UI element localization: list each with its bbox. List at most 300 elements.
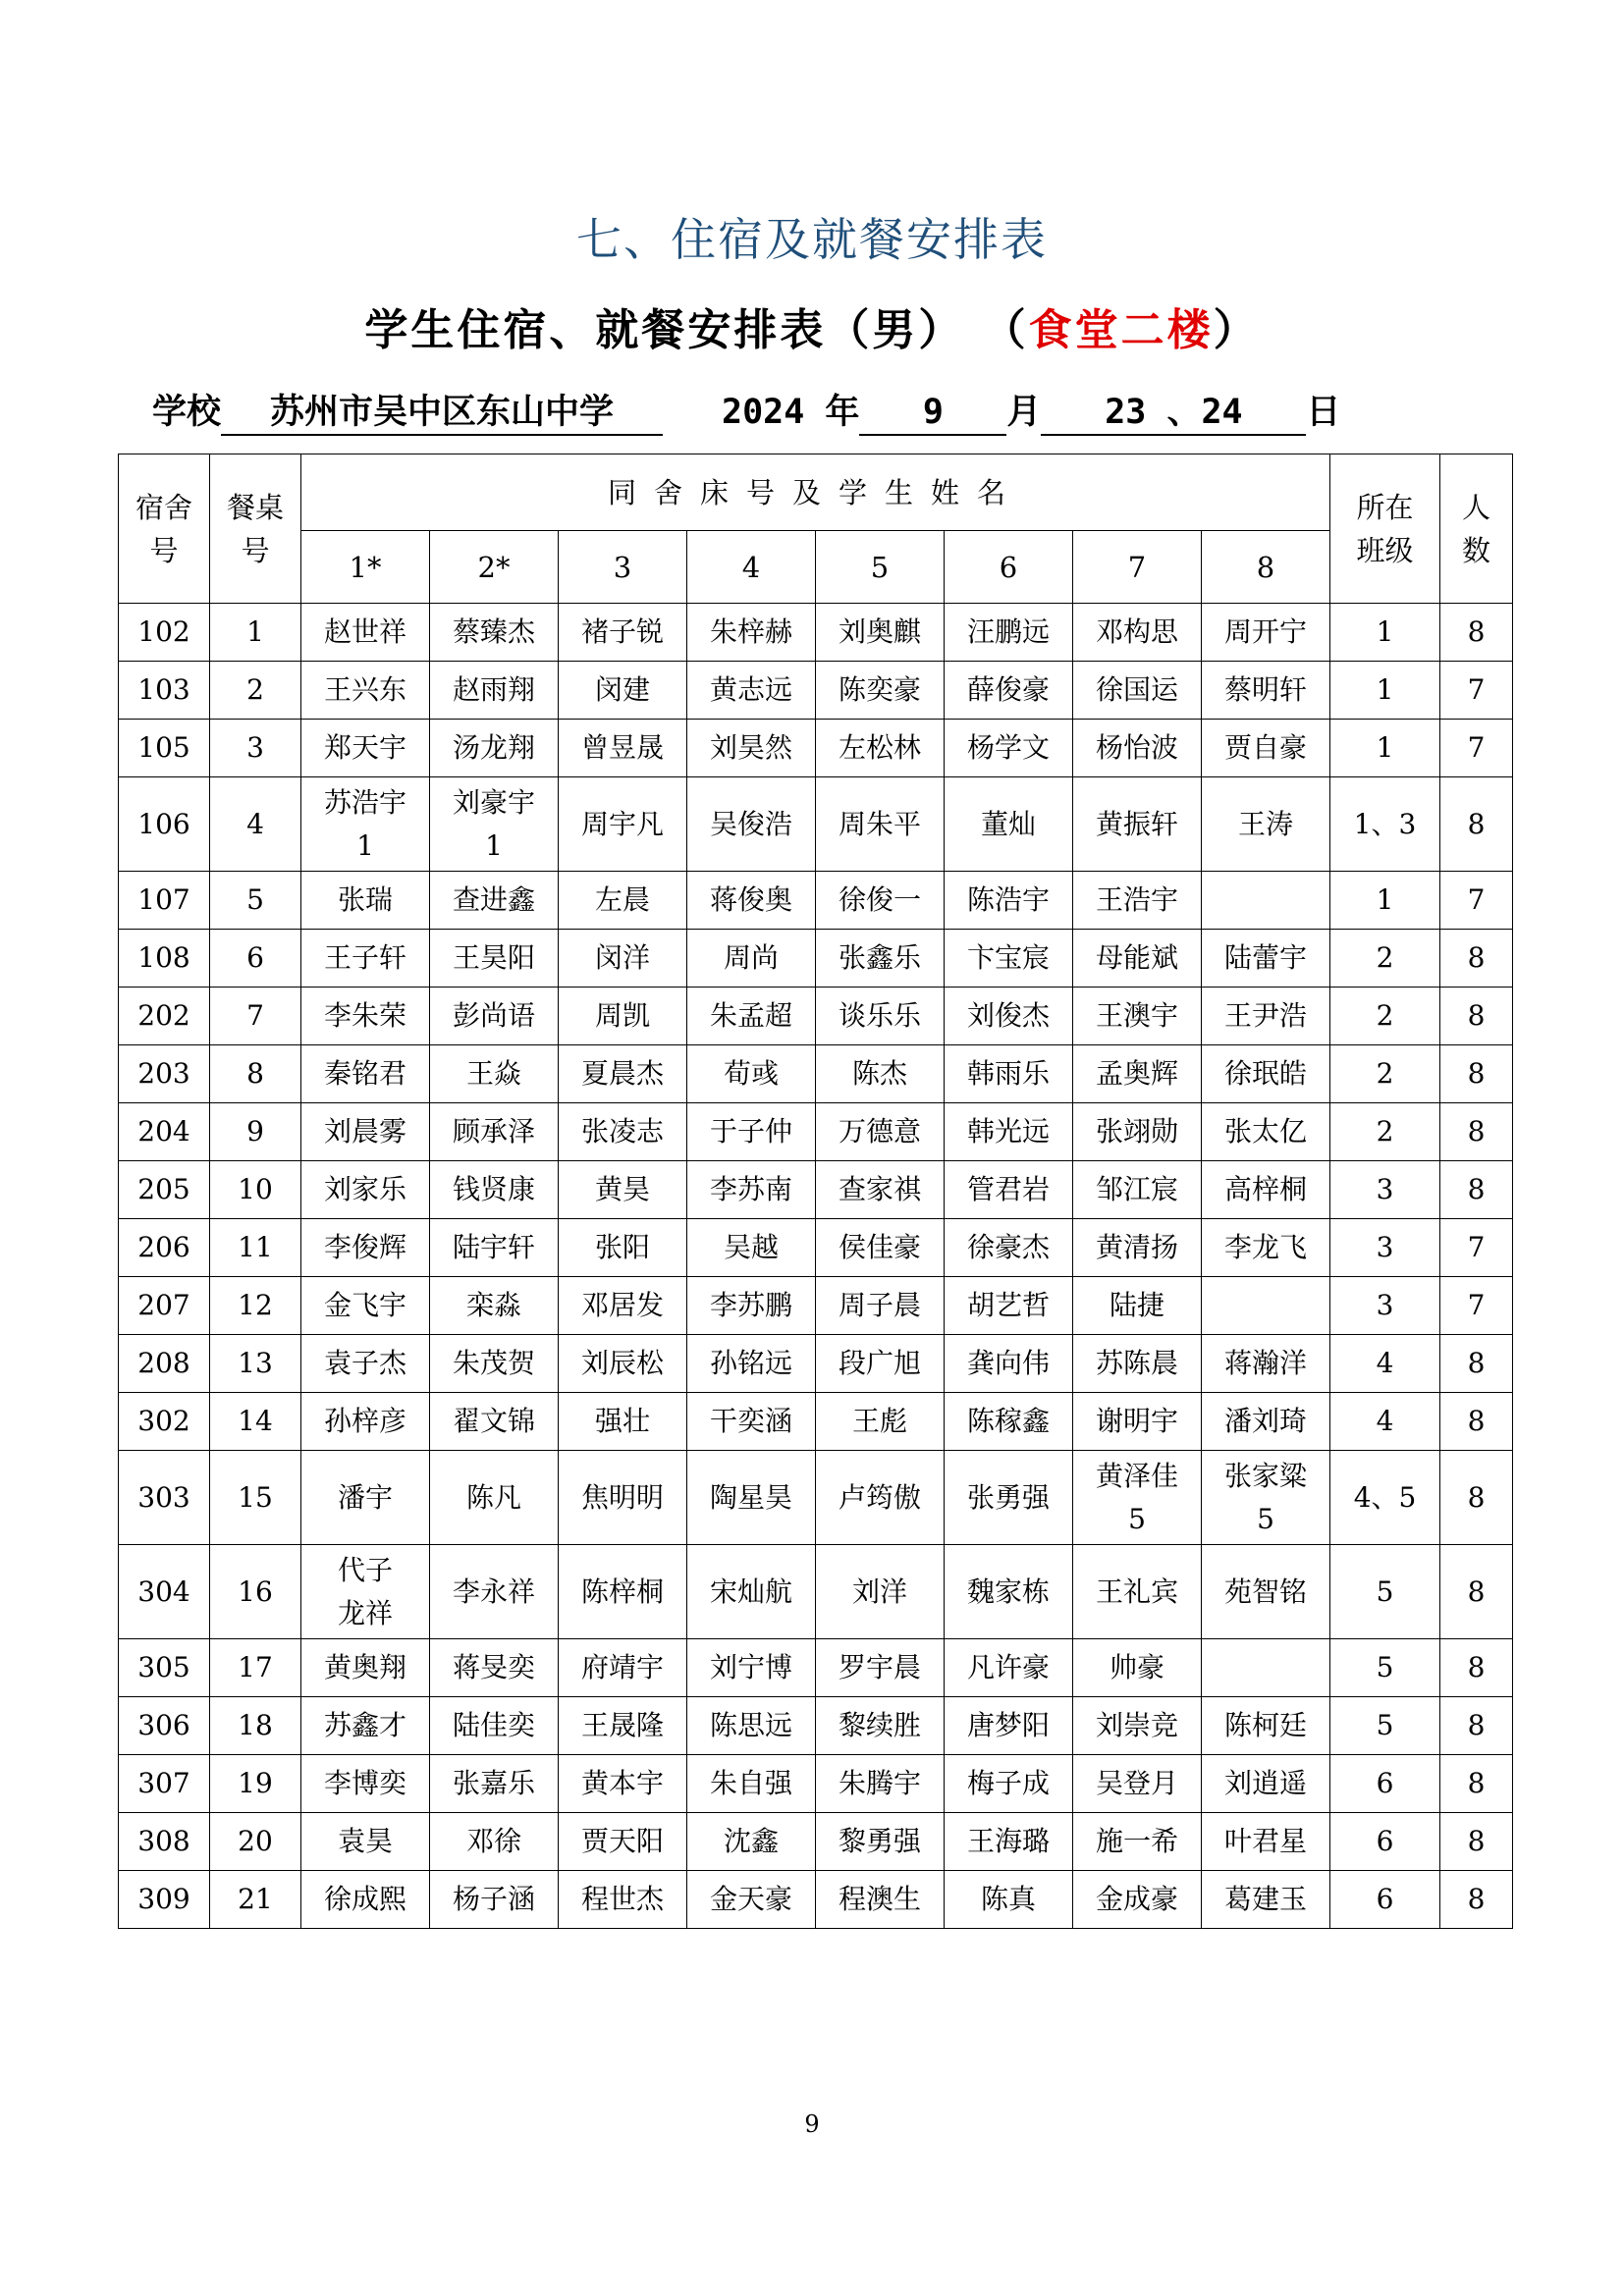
student-name-line: 1 xyxy=(356,828,374,862)
table-row xyxy=(119,930,1513,988)
student-name-line: 苏浩宇 xyxy=(323,785,406,819)
school-date-line xyxy=(152,385,1340,436)
table-number: 17 xyxy=(210,1639,301,1697)
dorm-number: 203 xyxy=(119,1045,210,1103)
student-name: 焦明明 xyxy=(559,1451,687,1545)
student-name: 贾自豪 xyxy=(1202,720,1330,777)
student-name: 卞宝宸 xyxy=(945,930,1073,988)
dorm-number: 308 xyxy=(119,1813,210,1871)
student-name: 李永祥 xyxy=(430,1545,559,1639)
table-number: 15 xyxy=(210,1451,301,1545)
student-name: 陈真 xyxy=(945,1871,1073,1929)
student-name: 王晟隆 xyxy=(559,1697,687,1755)
student-name: 曾昱晟 xyxy=(559,720,687,777)
student-name: 苏陈晨 xyxy=(1073,1335,1202,1393)
year-label: 年 xyxy=(825,393,860,432)
student-name: 荀彧 xyxy=(687,1045,816,1103)
student-name xyxy=(430,777,559,872)
bed-header: 1* xyxy=(301,531,430,604)
table-row xyxy=(119,720,1513,777)
dorm-number: 106 xyxy=(119,777,210,872)
table-number: 18 xyxy=(210,1697,301,1755)
table-row xyxy=(119,1639,1513,1697)
student-name: 吴登月 xyxy=(1073,1755,1202,1813)
student-name: 李朱荣 xyxy=(301,988,430,1045)
student-name: 高梓桐 xyxy=(1202,1161,1330,1219)
student-name: 邓居发 xyxy=(559,1277,687,1335)
student-name: 张阳 xyxy=(559,1219,687,1277)
student-name: 邓构思 xyxy=(1073,604,1202,662)
student-name: 徐成熙 xyxy=(301,1871,430,1929)
student-name: 陈稼鑫 xyxy=(945,1393,1073,1451)
student-name: 朱茂贺 xyxy=(430,1335,559,1393)
student-name: 宋灿航 xyxy=(687,1545,816,1639)
student-name: 王澳宇 xyxy=(1073,988,1202,1045)
student-name: 陆宇轩 xyxy=(430,1219,559,1277)
year: 2024 xyxy=(722,393,805,432)
student-name: 母能斌 xyxy=(1073,930,1202,988)
class-number: 1 xyxy=(1330,662,1440,720)
student-name: 翟文锦 xyxy=(430,1393,559,1451)
table-number: 6 xyxy=(210,930,301,988)
student-name: 陈思远 xyxy=(687,1697,816,1755)
table-number: 19 xyxy=(210,1755,301,1813)
dorm-number: 309 xyxy=(119,1871,210,1929)
class-number: 6 xyxy=(1330,1813,1440,1871)
class-number: 5 xyxy=(1330,1697,1440,1755)
student-count: 8 xyxy=(1440,1393,1513,1451)
student-name: 查进鑫 xyxy=(430,872,559,930)
student-name: 苏鑫才 xyxy=(301,1697,430,1755)
student-name: 刘晨雾 xyxy=(301,1103,430,1161)
student-name: 李苏鹏 xyxy=(687,1277,816,1335)
student-name: 吴越 xyxy=(687,1219,816,1277)
table-row xyxy=(119,1697,1513,1755)
table-row xyxy=(119,988,1513,1045)
student-count: 8 xyxy=(1440,1697,1513,1755)
student-name: 刘崇竞 xyxy=(1073,1697,1202,1755)
student-name: 蔡臻杰 xyxy=(430,604,559,662)
student-name: 周尚 xyxy=(687,930,816,988)
student-name xyxy=(1202,1451,1330,1545)
student-name: 张嘉乐 xyxy=(430,1755,559,1813)
class-number: 3 xyxy=(1330,1277,1440,1335)
student-name: 孙铭远 xyxy=(687,1335,816,1393)
table-number: 7 xyxy=(210,988,301,1045)
class-number: 1 xyxy=(1330,720,1440,777)
student-name: 王涛 xyxy=(1202,777,1330,872)
student-name: 程澳生 xyxy=(816,1871,945,1929)
location-open: （ xyxy=(982,305,1029,355)
student-name: 张凌志 xyxy=(559,1103,687,1161)
student-name: 黄清扬 xyxy=(1073,1219,1202,1277)
student-name: 帅豪 xyxy=(1073,1639,1202,1697)
sheet-title xyxy=(0,294,1624,357)
bed-header: 4 xyxy=(687,531,816,604)
class-number: 3 xyxy=(1330,1161,1440,1219)
student-name: 王子轩 xyxy=(301,930,430,988)
student-name: 贾天阳 xyxy=(559,1813,687,1871)
student-count: 7 xyxy=(1440,1277,1513,1335)
student-name: 凡许豪 xyxy=(945,1639,1073,1697)
table-number: 11 xyxy=(210,1219,301,1277)
student-name: 薛俊豪 xyxy=(945,662,1073,720)
student-name: 段广旭 xyxy=(816,1335,945,1393)
student-name: 刘逍遥 xyxy=(1202,1755,1330,1813)
section-title: 七、住宿及就餐安排表 xyxy=(576,213,1048,266)
table-number: 20 xyxy=(210,1813,301,1871)
dorm-number: 305 xyxy=(119,1639,210,1697)
class-number: 1 xyxy=(1330,872,1440,930)
student-name: 彭尚语 xyxy=(430,988,559,1045)
student-name: 刘昊然 xyxy=(687,720,816,777)
student-name: 吴俊浩 xyxy=(687,777,816,872)
student-name: 夏晨杰 xyxy=(559,1045,687,1103)
dorm-number: 103 xyxy=(119,662,210,720)
table-number: 3 xyxy=(210,720,301,777)
student-name: 干奕涵 xyxy=(687,1393,816,1451)
student-name: 黄本宇 xyxy=(559,1755,687,1813)
table-row xyxy=(119,1755,1513,1813)
student-name: 周凯 xyxy=(559,988,687,1045)
table-number: 21 xyxy=(210,1871,301,1929)
student-name: 李俊辉 xyxy=(301,1219,430,1277)
student-name: 陈杰 xyxy=(816,1045,945,1103)
class-number: 1、3 xyxy=(1330,777,1440,872)
student-name: 王尹浩 xyxy=(1202,988,1330,1045)
student-name xyxy=(301,1545,430,1639)
sheet-title-main: 学生住宿、就餐安排表（男） xyxy=(364,305,965,355)
dorm-number: 206 xyxy=(119,1219,210,1277)
table-number: 1 xyxy=(210,604,301,662)
student-name: 金成豪 xyxy=(1073,1871,1202,1929)
student-name: 钱贤康 xyxy=(430,1161,559,1219)
student-name: 董灿 xyxy=(945,777,1073,872)
student-name: 蒋旻奕 xyxy=(430,1639,559,1697)
student-name: 周宇凡 xyxy=(559,777,687,872)
student-name: 于子仲 xyxy=(687,1103,816,1161)
class-number: 1 xyxy=(1330,604,1440,662)
header-dorm: 宿舍 号 xyxy=(119,454,210,604)
student-name: 周开宁 xyxy=(1202,604,1330,662)
student-name: 罗宇晨 xyxy=(816,1639,945,1697)
student-name: 王浩宇 xyxy=(1073,872,1202,930)
student-name: 唐梦阳 xyxy=(945,1697,1073,1755)
student-name xyxy=(301,777,430,872)
student-name: 黄振轩 xyxy=(1073,777,1202,872)
student-count: 8 xyxy=(1440,777,1513,872)
student-name: 朱自强 xyxy=(687,1755,816,1813)
table-number: 2 xyxy=(210,662,301,720)
table-number: 4 xyxy=(210,777,301,872)
student-name: 卢筠傲 xyxy=(816,1451,945,1545)
student-name: 周子晨 xyxy=(816,1277,945,1335)
student-name: 强壮 xyxy=(559,1393,687,1451)
table-row xyxy=(119,1277,1513,1335)
dining-location: 食堂二楼 xyxy=(1028,305,1214,355)
day-label: 日 xyxy=(1306,393,1341,432)
student-name xyxy=(1073,1451,1202,1545)
student-count: 8 xyxy=(1440,1103,1513,1161)
student-name: 韩光远 xyxy=(945,1103,1073,1161)
student-name: 朱梓赫 xyxy=(687,604,816,662)
table-row xyxy=(119,777,1513,872)
school-label: 学校 xyxy=(152,393,222,432)
student-name: 蔡明轩 xyxy=(1202,662,1330,720)
header-roommates: 同舍床号及学生姓名 xyxy=(301,454,1330,531)
student-count: 8 xyxy=(1440,604,1513,662)
student-name: 赵世祥 xyxy=(301,604,430,662)
class-number: 2 xyxy=(1330,1103,1440,1161)
student-name: 陆佳奕 xyxy=(430,1697,559,1755)
table-row xyxy=(119,1871,1513,1929)
student-name: 王礼宾 xyxy=(1073,1545,1202,1639)
student-count: 8 xyxy=(1440,988,1513,1045)
student-name: 施一希 xyxy=(1073,1813,1202,1871)
dorm-number: 102 xyxy=(119,604,210,662)
student-count: 7 xyxy=(1440,1219,1513,1277)
class-number: 3 xyxy=(1330,1219,1440,1277)
student-name-line: 张家粱 xyxy=(1224,1459,1308,1492)
student-count: 8 xyxy=(1440,930,1513,988)
bed-header: 6 xyxy=(945,531,1073,604)
student-name: 程世杰 xyxy=(559,1871,687,1929)
student-name: 顾承泽 xyxy=(430,1103,559,1161)
student-name: 邓徐 xyxy=(430,1813,559,1871)
student-name: 汪鹏远 xyxy=(945,604,1073,662)
student-name: 陈浩宇 xyxy=(945,872,1073,930)
class-number: 6 xyxy=(1330,1871,1440,1929)
student-name: 袁昊 xyxy=(301,1813,430,1871)
class-number: 5 xyxy=(1330,1639,1440,1697)
student-name: 苑智铭 xyxy=(1202,1545,1330,1639)
student-name: 闵建 xyxy=(559,662,687,720)
dorm-number: 302 xyxy=(119,1393,210,1451)
student-name: 邹江宸 xyxy=(1073,1161,1202,1219)
header-count: 人 数 xyxy=(1440,454,1513,604)
student-name: 王昊阳 xyxy=(430,930,559,988)
student-name: 府靖宇 xyxy=(559,1639,687,1697)
student-name-line: 5 xyxy=(1128,1502,1146,1535)
table-body xyxy=(119,604,1513,1929)
class-number: 2 xyxy=(1330,930,1440,988)
student-name: 陈奕豪 xyxy=(816,662,945,720)
student-name: 刘辰松 xyxy=(559,1335,687,1393)
student-name: 刘奥麒 xyxy=(816,604,945,662)
student-name: 叶君星 xyxy=(1202,1813,1330,1871)
student-name: 徐珉皓 xyxy=(1202,1045,1330,1103)
table-row xyxy=(119,1335,1513,1393)
table-row xyxy=(119,1451,1513,1545)
student-count: 8 xyxy=(1440,1755,1513,1813)
student-name xyxy=(1202,1639,1330,1697)
student-name: 朱腾宇 xyxy=(816,1755,945,1813)
table-number: 16 xyxy=(210,1545,301,1639)
student-name: 黎续胜 xyxy=(816,1697,945,1755)
table-row xyxy=(119,1045,1513,1103)
student-count: 7 xyxy=(1440,872,1513,930)
table-number: 8 xyxy=(210,1045,301,1103)
header-table-no: 餐桌 号 xyxy=(210,454,301,604)
page-number: 9 xyxy=(804,2110,820,2138)
student-name: 陆蕾宇 xyxy=(1202,930,1330,988)
student-name: 孙梓彦 xyxy=(301,1393,430,1451)
student-name: 谢明宇 xyxy=(1073,1393,1202,1451)
student-name: 李博奕 xyxy=(301,1755,430,1813)
student-name: 万德意 xyxy=(816,1103,945,1161)
student-count: 8 xyxy=(1440,1335,1513,1393)
student-name: 金天豪 xyxy=(687,1871,816,1929)
student-name: 沈鑫 xyxy=(687,1813,816,1871)
location-close: ） xyxy=(1213,305,1260,355)
student-name: 袁子杰 xyxy=(301,1335,430,1393)
student-name-line: 龙祥 xyxy=(337,1596,393,1629)
student-name: 左松林 xyxy=(816,720,945,777)
student-name: 郑天宇 xyxy=(301,720,430,777)
bed-header: 7 xyxy=(1073,531,1202,604)
student-name: 李龙飞 xyxy=(1202,1219,1330,1277)
student-name-line: 黄泽佳 xyxy=(1095,1459,1178,1492)
table-number: 14 xyxy=(210,1393,301,1451)
dormitory-table xyxy=(118,454,1513,1929)
student-name: 陶星昊 xyxy=(687,1451,816,1545)
student-count: 8 xyxy=(1440,1639,1513,1697)
table-number: 5 xyxy=(210,872,301,930)
dorm-number: 204 xyxy=(119,1103,210,1161)
table-row xyxy=(119,662,1513,720)
student-name: 刘家乐 xyxy=(301,1161,430,1219)
bed-header: 8 xyxy=(1202,531,1330,604)
table-row xyxy=(119,1103,1513,1161)
student-name: 黎勇强 xyxy=(816,1813,945,1871)
student-name: 褚子锐 xyxy=(559,604,687,662)
class-number: 4 xyxy=(1330,1335,1440,1393)
dorm-number: 105 xyxy=(119,720,210,777)
student-name xyxy=(1202,872,1330,930)
student-name: 王兴东 xyxy=(301,662,430,720)
dorm-number: 307 xyxy=(119,1755,210,1813)
class-number: 5 xyxy=(1330,1545,1440,1639)
table-row xyxy=(119,1813,1513,1871)
student-name: 黄昊 xyxy=(559,1161,687,1219)
table-row xyxy=(119,604,1513,662)
dorm-number: 207 xyxy=(119,1277,210,1335)
student-name: 徐豪杰 xyxy=(945,1219,1073,1277)
student-name: 栾淼 xyxy=(430,1277,559,1335)
student-name: 孟奥辉 xyxy=(1073,1045,1202,1103)
table-number: 10 xyxy=(210,1161,301,1219)
table-row xyxy=(119,1393,1513,1451)
student-name: 左晨 xyxy=(559,872,687,930)
dorm-number: 208 xyxy=(119,1335,210,1393)
student-count: 7 xyxy=(1440,662,1513,720)
dorm-number: 304 xyxy=(119,1545,210,1639)
header-class: 所在 班级 xyxy=(1330,454,1440,604)
student-name: 王焱 xyxy=(430,1045,559,1103)
table-number: 9 xyxy=(210,1103,301,1161)
student-name: 刘俊杰 xyxy=(945,988,1073,1045)
student-name: 刘宁博 xyxy=(687,1639,816,1697)
class-number: 2 xyxy=(1330,1045,1440,1103)
table-row xyxy=(119,872,1513,930)
student-name: 金飞宇 xyxy=(301,1277,430,1335)
student-name: 蒋俊奥 xyxy=(687,872,816,930)
student-name: 徐俊一 xyxy=(816,872,945,930)
student-name: 侯佳豪 xyxy=(816,1219,945,1277)
student-name: 秦铭君 xyxy=(301,1045,430,1103)
student-count: 8 xyxy=(1440,1161,1513,1219)
student-name xyxy=(1202,1277,1330,1335)
student-name: 张鑫乐 xyxy=(816,930,945,988)
student-name: 徐国运 xyxy=(1073,662,1202,720)
student-name: 黄志远 xyxy=(687,662,816,720)
student-name: 李苏南 xyxy=(687,1161,816,1219)
student-name: 汤龙翔 xyxy=(430,720,559,777)
student-name: 潘刘琦 xyxy=(1202,1393,1330,1451)
class-number: 6 xyxy=(1330,1755,1440,1813)
student-name: 蒋瀚洋 xyxy=(1202,1335,1330,1393)
table-row xyxy=(119,1161,1513,1219)
student-name: 陈梓桐 xyxy=(559,1545,687,1639)
class-number: 2 xyxy=(1330,988,1440,1045)
student-name: 陆捷 xyxy=(1073,1277,1202,1335)
student-name: 梅子成 xyxy=(945,1755,1073,1813)
student-name: 赵雨翔 xyxy=(430,662,559,720)
student-name: 谈乐乐 xyxy=(816,988,945,1045)
student-count: 8 xyxy=(1440,1813,1513,1871)
dorm-number: 108 xyxy=(119,930,210,988)
dorm-number: 202 xyxy=(119,988,210,1045)
student-name: 张太亿 xyxy=(1202,1103,1330,1161)
student-name-line: 代子 xyxy=(337,1553,393,1586)
bed-header: 3 xyxy=(559,531,687,604)
student-name: 陈凡 xyxy=(430,1451,559,1545)
table-row xyxy=(119,1545,1513,1639)
student-name: 张瑞 xyxy=(301,872,430,930)
student-name: 杨怡波 xyxy=(1073,720,1202,777)
student-name-line: 1 xyxy=(485,828,503,862)
table-number: 13 xyxy=(210,1335,301,1393)
student-count: 8 xyxy=(1440,1451,1513,1545)
days: 23 、24 xyxy=(1041,391,1306,436)
student-count: 8 xyxy=(1440,1871,1513,1929)
student-name: 胡艺哲 xyxy=(945,1277,1073,1335)
student-name: 韩雨乐 xyxy=(945,1045,1073,1103)
month-label: 月 xyxy=(1006,393,1042,432)
student-name: 查家祺 xyxy=(816,1161,945,1219)
student-name: 王彪 xyxy=(816,1393,945,1451)
student-name-line: 5 xyxy=(1257,1502,1274,1535)
bed-header: 5 xyxy=(816,531,945,604)
student-name: 陈柯廷 xyxy=(1202,1697,1330,1755)
student-name: 潘宇 xyxy=(301,1451,430,1545)
dorm-number: 303 xyxy=(119,1451,210,1545)
dorm-number: 306 xyxy=(119,1697,210,1755)
student-name: 杨子涵 xyxy=(430,1871,559,1929)
school-name: 苏州市吴中区东山中学 xyxy=(221,391,663,436)
student-name: 龚向伟 xyxy=(945,1335,1073,1393)
student-name: 王海璐 xyxy=(945,1813,1073,1871)
table-number: 12 xyxy=(210,1277,301,1335)
student-name: 杨学文 xyxy=(945,720,1073,777)
student-name-line: 刘豪宇 xyxy=(452,785,535,819)
student-count: 8 xyxy=(1440,1545,1513,1639)
student-name: 黄奥翔 xyxy=(301,1639,430,1697)
table-row xyxy=(119,1219,1513,1277)
student-name: 闵洋 xyxy=(559,930,687,988)
bed-header: 2* xyxy=(430,531,559,604)
student-name: 魏家栋 xyxy=(945,1545,1073,1639)
